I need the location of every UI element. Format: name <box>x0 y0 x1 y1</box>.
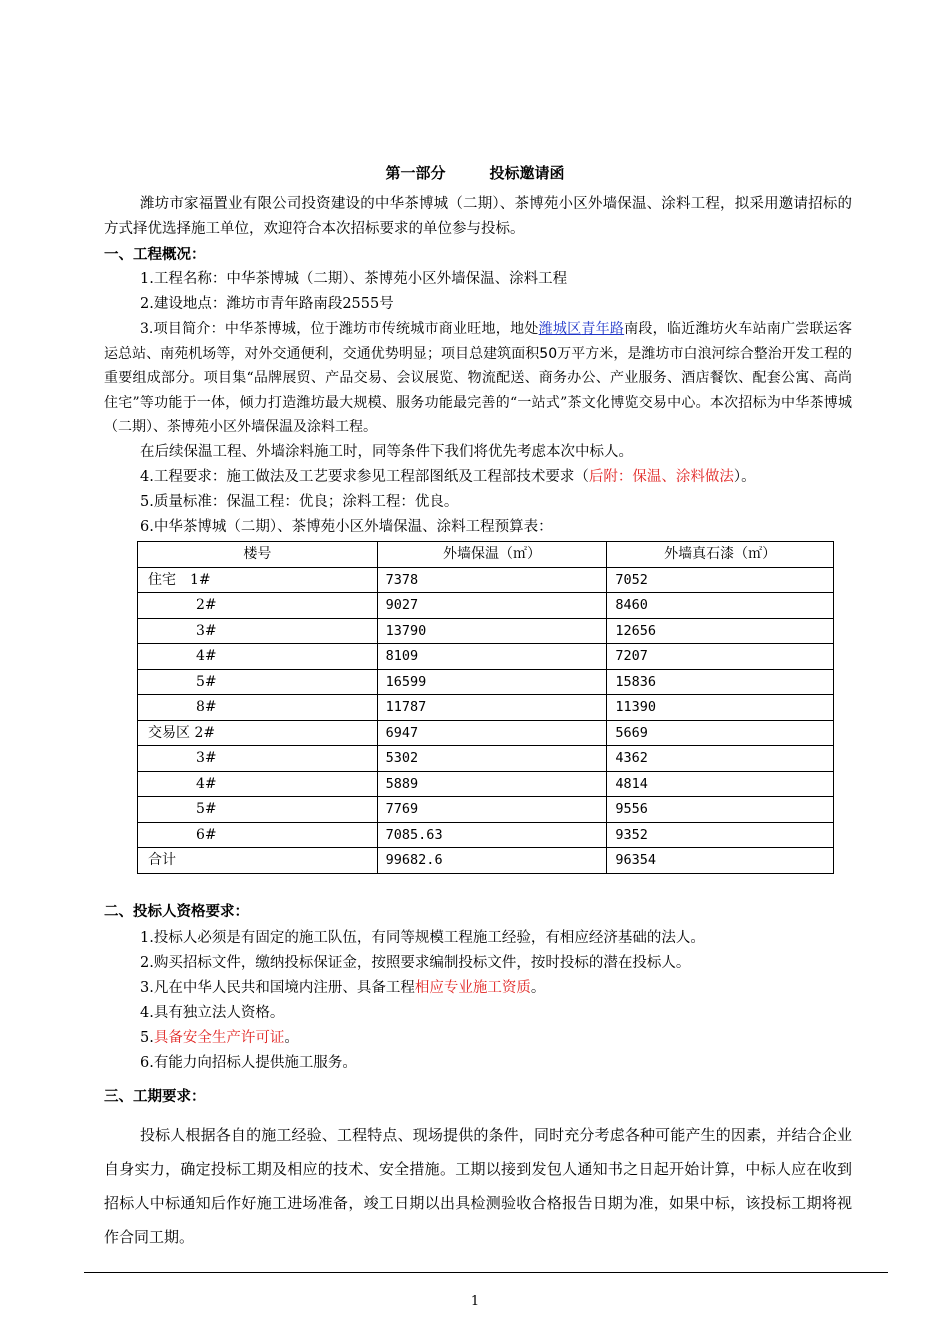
table-row <box>138 567 834 593</box>
stone-paint-area-cell: 4362 <box>607 746 834 772</box>
stone-paint-area-cell: 7207 <box>607 644 834 670</box>
table-row <box>138 771 834 797</box>
section1-item4: 4.工程要求：施工做法及工艺要求参见工程部图纸及工程部技术要求（后附：保温、涂料做法）。 <box>140 469 756 485</box>
table-row <box>138 644 834 670</box>
building-cell: 5# <box>138 669 378 695</box>
building-cell: 6# <box>138 822 378 848</box>
section2-item3: 3.凡在中华人民共和国境内注册、具备工程相应专业施工资质。 <box>140 980 546 996</box>
section1-followup: 在后续保温工程、外墙涂料施工时，同等条件下我们将优先考虑本次中标人。 <box>140 444 633 460</box>
section2-item5: 5.具备安全生产许可证。 <box>140 1030 299 1046</box>
building-cell: 交易区 2# <box>138 720 378 746</box>
intro-paragraph: 潍坊市家福置业有限公司投资建设的中华茶博城（二期）、茶博苑小区外墙保温、涂料工程，拟采用邀请招标的方式择优选择施工单位，欢迎符合本次招标要求的单位参与投标。 <box>104 196 852 237</box>
table-header-row <box>138 542 834 568</box>
stone-paint-area-cell: 9556 <box>607 797 834 823</box>
table-row <box>138 848 834 874</box>
table-header-cell: 外墙保温（㎡） <box>377 542 607 568</box>
table-row <box>138 797 834 823</box>
stone-paint-area-cell: 7052 <box>607 567 834 593</box>
attachment-note: 后附：保温、涂料做法 <box>588 469 734 485</box>
section1-item1: 1.工程名称：中华茶博城（二期）、茶博苑小区外墙保温、涂料工程 <box>140 271 568 287</box>
insulation-area-cell: 5302 <box>377 746 607 772</box>
section2-heading: 二、投标人资格要求： <box>104 903 249 920</box>
insulation-area-cell: 7085.63 <box>377 822 607 848</box>
building-cell: 4# <box>138 771 378 797</box>
insulation-area-cell: 7769 <box>377 797 607 823</box>
area-number: 50 <box>539 345 558 362</box>
insulation-area-cell: 7378 <box>377 567 607 593</box>
stone-paint-area-cell: 11390 <box>607 695 834 721</box>
building-cell: 3# <box>138 618 378 644</box>
insulation-area-cell: 5889 <box>377 771 607 797</box>
building-cell: 3# <box>138 746 378 772</box>
stone-paint-area-cell: 12656 <box>607 618 834 644</box>
building-cell: 住宅 1# <box>138 567 378 593</box>
table-header-cell: 外墙真石漆（㎡） <box>607 542 834 568</box>
stone-paint-area-cell: 8460 <box>607 593 834 619</box>
stone-paint-area-cell: 96354 <box>607 848 834 874</box>
stone-paint-area-cell: 15836 <box>607 669 834 695</box>
section1-item2: 2.建设地点：潍坊市青年路南段2555号 <box>140 296 394 312</box>
insulation-area-cell: 11787 <box>377 695 607 721</box>
page-number: 1 <box>470 1294 480 1309</box>
insulation-area-cell: 99682.6 <box>377 848 607 874</box>
title-name: 投标邀请函 <box>489 164 565 182</box>
link-qingnian-road[interactable]: 青年路 <box>581 321 625 337</box>
building-cell: 2# <box>138 593 378 619</box>
building-cell: 5# <box>138 797 378 823</box>
section2-item1: 1.投标人必须是有固定的施工队伍，有同等规模工程施工经验，有相应经济基础的法人。 <box>140 930 705 946</box>
section1-item3: 3.项目简介：中华茶博城，位于潍坊市传统城市商业旺地，地处潍城区青年路南段，临近潍坊火车站南广尝联运客运总站、南苑机场等，对外交通便利，交通优势明显；项目总建筑面积50万平方米，是潍坊市白浪河综合整治开发工程的重要组成部分。项目集“品牌展贸、产品交易、会议展览、物流配送、商务办公、产业服务、酒店餐饮、配套公寓、高尚住宅”等功能于一体，倾力打造潍坊最大规模、服务功能最完善的“一站式”茶文化博览交易中心。本次招标为中华茶博城（二期）、茶博苑小区外墙保温及涂料工程。 <box>104 321 853 435</box>
section3-heading: 三、工期要求： <box>104 1088 206 1105</box>
table-row <box>138 669 834 695</box>
section2-item4: 4.具有独立法人资格。 <box>140 1005 285 1021</box>
table-row <box>138 695 834 721</box>
section1-item5: 5.质量标准：保温工程：优良；涂料工程：优良。 <box>140 494 459 510</box>
building-cell: 4# <box>138 644 378 670</box>
section1-heading: 一、工程概况： <box>104 246 206 263</box>
building-cell: 合计 <box>138 848 378 874</box>
qualification-note: 相应专业施工资质 <box>414 980 531 996</box>
section2-item6: 6.有能力向招标人提供施工服务。 <box>140 1055 357 1071</box>
table-row <box>138 720 834 746</box>
stone-paint-area-cell: 9352 <box>607 822 834 848</box>
insulation-area-cell: 8109 <box>377 644 607 670</box>
building-cell: 8# <box>138 695 378 721</box>
table-row <box>138 746 834 772</box>
stone-paint-area-cell: 5669 <box>607 720 834 746</box>
insulation-area-cell: 6947 <box>377 720 607 746</box>
table-row <box>138 822 834 848</box>
budget-table <box>137 541 834 874</box>
insulation-area-cell: 9027 <box>377 593 607 619</box>
insulation-area-cell: 13790 <box>377 618 607 644</box>
title-part: 第一部分 <box>385 164 446 182</box>
link-weicheng-district[interactable]: 潍城区 <box>538 321 582 337</box>
insulation-area-cell: 16599 <box>377 669 607 695</box>
table-header-cell: 楼号 <box>138 542 378 568</box>
table-row <box>138 618 834 644</box>
section2-item2: 2.购买招标文件，缴纳投标保证金，按照要求编制投标文件，按时投标的潜在投标人。 <box>140 955 691 971</box>
section1-item6: 6.中华茶博城（二期）、茶博苑小区外墙保温、涂料工程预算表： <box>140 519 553 535</box>
safety-license-note: 具备安全生产许可证 <box>153 1030 285 1046</box>
footer-divider <box>84 1272 888 1273</box>
stone-paint-area-cell: 4814 <box>607 771 834 797</box>
page-title <box>0 162 950 183</box>
table-row <box>138 593 834 619</box>
section3-body: 投标人根据各自的施工经验、工程特点、现场提供的条件，同时充分考虑各种可能产生的因素，并结合企业自身实力，确定投标工期及相应的技术、安全措施。工期以接到发包人通知书之日起开始计算，中标人应在收到招标人中标通知后作好施工进场准备，竣工日期以出具检测验收合格报告日期为准，如果中标，该投标工期将视作合同工期。 <box>104 1126 852 1246</box>
